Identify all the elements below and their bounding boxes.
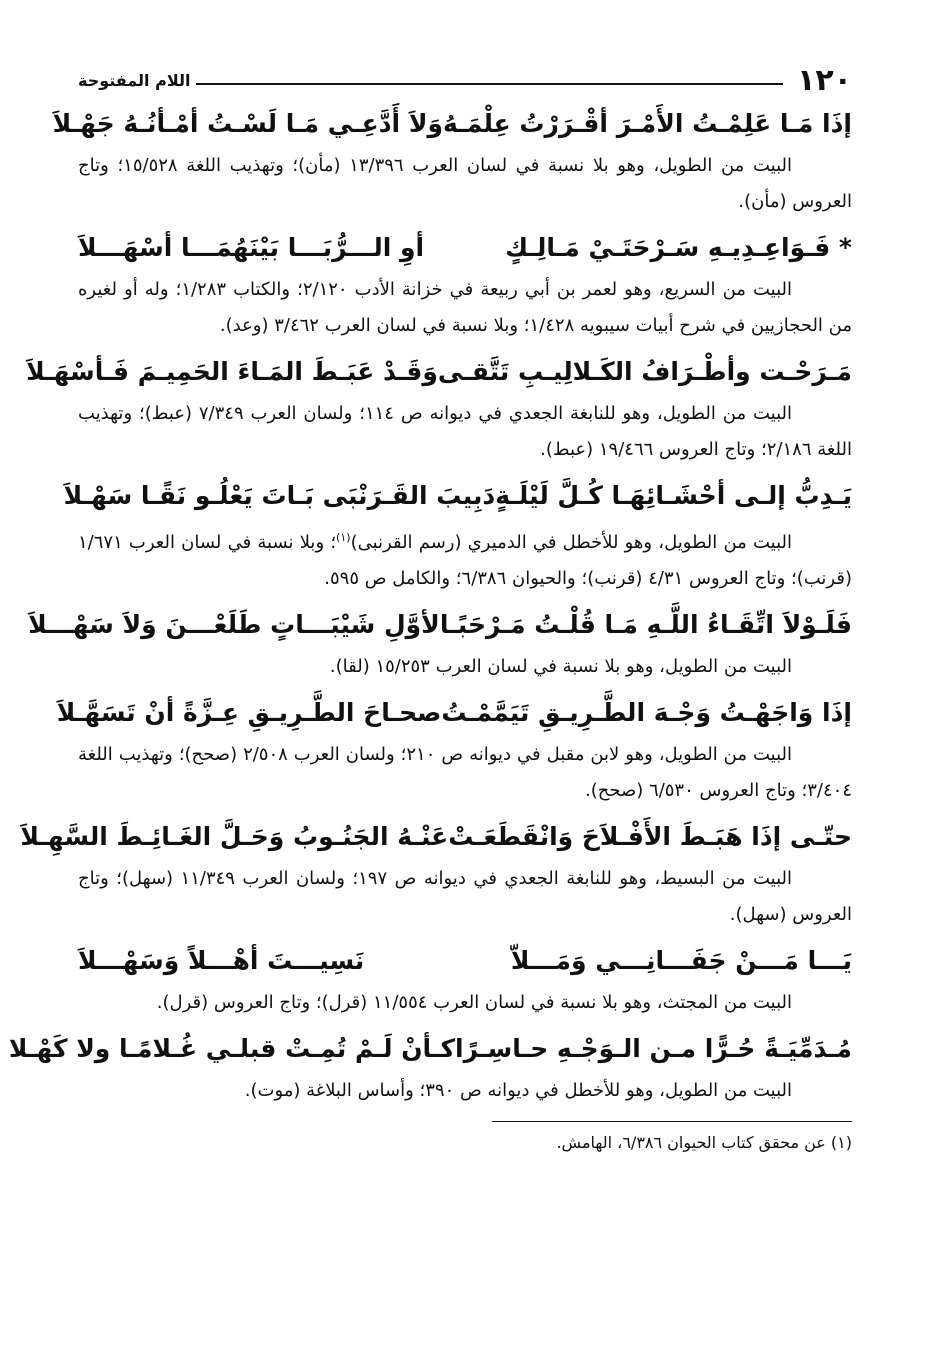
verse-second-hemistich: عَنْـهُ الجَنُـوبُ وَحَـلَّ الغَـائِـطَ السَّهِـلاَ xyxy=(20,822,449,851)
verse-note: البيت من الطويل، وهو للنابغة الجعدي في ديوانه ص ١١٤؛ ولسان العرب ٧/٣٤٩ (عبط)؛ وتهذيب اللغة ٢/١٨٦؛ وتاج العروس ١٩/٤٦٦ (عبط). xyxy=(78,403,852,460)
verse-note-text: البيت من الطويل، وهو للأخطل في الدميري (رسم القرنبى) xyxy=(350,532,792,553)
verse-first-hemistich: مُـدَمِّيَـةً حُـرًّا مـن الـوَجْـهِ حـاسِـرًا xyxy=(455,1034,852,1063)
verse xyxy=(78,937,852,985)
entry-7 xyxy=(20,813,852,933)
verse-note: البيت من الطويل، وهو لابن مقبل في ديوانه ص ٢١٠؛ ولسان العرب ٢/٥٠٨ (صحح)؛ وتهذيب اللغة ٣/٤٠٤؛ وتاج العروس ٦/٥٣٠ (صحح). xyxy=(78,744,852,801)
verse xyxy=(8,1025,852,1073)
verse-first-hemistich: مَـرَحْـت وأطْـرَافُ الكَـلالِيـبِ تَتَّقـى xyxy=(437,357,852,386)
verse-note: البيت من الطويل، وهو للأخطل في ديوانه ص ٣٩٠؛ وأساس البلاغة (موت). xyxy=(244,1080,792,1101)
verse-note: البيت من المجتث، وهو بلا نسبة في لسان العرب ١١/٥٥٤ (قرل)؛ وتاج العروس (قرل). xyxy=(156,992,792,1013)
page-number: ١٢٠ xyxy=(797,62,852,98)
verse-first-hemistich: * فَـوَاعِـدِيـهِ سَـرْحَتَـيْ مَـالِـكٍ xyxy=(505,233,852,262)
verse-first-hemistich: إذَا وَاجَهْـتُ وَجْـهَ الطَّـرِيـقِ تَيَمَّمْـتُ xyxy=(441,698,852,727)
verse xyxy=(78,224,852,272)
verse xyxy=(28,601,852,649)
verse-second-hemistich: دَبِيبَ القَـرَنْبَى بَـاتَ يَعْلُـو نَقًـا سَهْـلاَ xyxy=(63,481,496,510)
verse-note: البيت من الطويل، وهو بلا نسبة في لسان العرب ١٥/٢٥٣ (لقا). xyxy=(329,656,792,677)
verse-first-hemistich: حتّـى إذَا هَبَـطَ الأَفْـلاَحَ وَانْقَطَعَـتْ xyxy=(448,822,852,851)
verse-second-hemistich: صحـاحَ الطَّـرِيـقِ عِـزَّةً أنْ تَسَهَّـلاَ xyxy=(56,698,442,727)
verse-first-hemistich: إذَا مَـا عَلِمْـتُ الأَمْـرَ أقْـرَرْتُ عِلْمَـهُ xyxy=(442,109,852,138)
verse-second-hemistich: لأوَّلِ شَيْبَـــاتٍ طَلَعْـــنَ وَلاَ سَهْـــلاَ xyxy=(28,610,440,639)
verse xyxy=(20,813,852,861)
verse-note-text-continued: ؛ وبلا نسبة في لسان العرب ١/٦٧١ (قرنب)؛ وتاج العروس ٤/٣١ (قرنب)؛ والحيوان ٦/٣٨٦؛ والكامل ص ٥٩٥. xyxy=(78,532,852,589)
footnote-rule xyxy=(492,1121,852,1122)
verse-first-hemistich: فَلَـوْلاَ اتِّقَـاءُ اللَّـهِ مَـا قُلْـتُ مَـرْحَبًـا xyxy=(439,610,852,639)
verse-second-hemistich: كـأنْ لَـمْ تُمِـتْ قبلـي غُـلامًـا ولا كَهْـلا xyxy=(8,1034,456,1063)
verse-note: البيت من السريع، وهو لعمر بن أبي ربيعة في خزانة الأدب ٢/١٢٠؛ والكتاب ١/٢٨٣؛ وله أو لغيره من الحجازيين في شرح أبيات سيبويه ١/٤٢٨؛ وبلا نسبة في لسان العرب ٣/٤٦٢ (وعد). xyxy=(78,279,852,336)
verse xyxy=(52,100,852,148)
verse xyxy=(26,348,852,396)
verse-second-hemistich: نَسِيـــتَ أهْـــلاً وَسَهْـــلاَ xyxy=(78,946,365,975)
header-rule xyxy=(196,83,783,85)
page-header xyxy=(78,60,852,100)
footnote-marker[interactable]: (١) xyxy=(336,531,351,544)
verse-second-hemistich: أوِ الـــرُّبَـــا بَيْنَهُمَـــا أسْهَـــلاَ xyxy=(78,233,425,262)
verse-note xyxy=(78,520,852,597)
entry-5 xyxy=(28,601,852,685)
entry-4 xyxy=(63,472,852,597)
verse xyxy=(63,472,852,520)
footnote: (١) عن محقق كتاب الحيوان ٦/٣٨٦، الهامش. xyxy=(556,1133,852,1152)
entry-3 xyxy=(26,348,852,468)
entry-6 xyxy=(56,689,852,809)
verse-second-hemistich: وَلاَ أَدَّعِـي مَـا لَسْـتُ أمْـأنُـهُ جَهْـلاَ xyxy=(52,109,443,138)
verse-first-hemistich: يَـــا مَـــنْ جَفَـــانِـــي وَمَـــلاّ xyxy=(510,946,852,975)
verse xyxy=(56,689,852,737)
entry-1 xyxy=(52,100,852,220)
verse-note: البيت من البسيط، وهو للنابغة الجعدي في ديوانه ص ١٩٧؛ ولسان العرب ١١/٣٤٩ (سهل)؛ وتاج العروس (سهل). xyxy=(78,868,852,925)
entry-8 xyxy=(78,937,852,1021)
verse-note: البيت من الطويل، وهو بلا نسبة في لسان العرب ١٣/٣٩٦ (مأن)؛ وتهذيب اللغة ١٥/٥٢٨؛ وتاج العروس (مأن). xyxy=(78,155,852,212)
verse-first-hemistich: يَـدِبُّ إلـى أحْشَـائِهَـا كُـلَّ لَيْلَـةٍ xyxy=(495,481,852,510)
entry-2 xyxy=(78,224,852,344)
entry-9 xyxy=(8,1025,852,1109)
verse-second-hemistich: وَقَـدْ عَبَـطَ المَـاءَ الحَمِيـمَ فَـأسْهَـلاَ xyxy=(26,357,438,386)
section-title: اللام المفتوحة xyxy=(78,70,191,90)
